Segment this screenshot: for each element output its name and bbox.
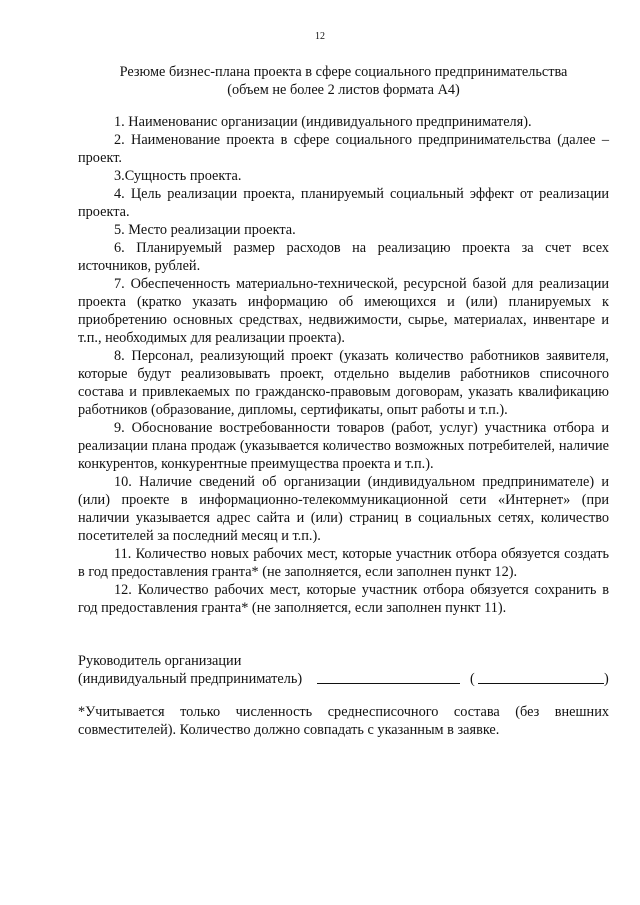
- signature-role-label: Руководитель организации: [78, 653, 242, 669]
- signature-role-sublabel: (индивидуальный предприниматель): [78, 671, 303, 687]
- title-line-1: Резюме бизнес-плана проекта в сфере социального предпринимательства: [119, 64, 568, 80]
- signature-blank: [317, 683, 460, 684]
- name-blank: [478, 683, 604, 684]
- page-number: 12: [315, 31, 325, 42]
- signature-line: [78, 670, 609, 688]
- title-line-2: (объем не более 2 листов формата А4): [227, 82, 460, 98]
- list-item: 6. Планируемый размер расходов на реализацию проекта за счет всех источников, рублей.: [78, 240, 609, 274]
- list-item: 8. Персонал, реализующий проект (указать количество работников заявителя, которые будут реализовывать проект, отдельно выделив работников списочного состава и привлекаемых по гражданско-правовым договорам, указать квалификацию работников (образование, дипломы, сертификаты, опыт работы и т.п.).: [78, 348, 609, 418]
- list-item: 1. Наименованис организации (индивидуального предпринимателя).: [114, 114, 532, 130]
- list-item: 11. Количество новых рабочих мест, которые участник отбора обязуется создать в год предоставления гранта* (не заполняется, если заполнен пункт 12).: [78, 546, 609, 580]
- list-item: 7. Обеспеченность материально-технической, ресурсной базой для реализации проекта (кратко указать информацию об имеющихся и (или) планируемых к приобретению основных средствах, недвижимости, сырье, материалах, инвентаре и т.п., необходимых для реализации проекта).: [78, 276, 609, 346]
- list-item: 12. Количество рабочих мест, которые участник отбора обязуется сохранить в год предоставления гранта* (не заполняется, если заполнен пункт 11).: [78, 582, 609, 616]
- list-item: 4. Цель реализации проекта, планируемый социальный эффект от реализации проекта.: [78, 186, 609, 220]
- signature-block: [78, 652, 609, 688]
- list-item: 9. Обоснование востребованности товаров (работ, услуг) участника отбора и реализации плана продаж (указывается количество возможных потребителей, наличие конкурентов, конкурентные преимущества проекта и т.п.).: [78, 420, 609, 472]
- list-item: 10. Наличие сведений об организации (индивидуальном предпринимателе) и (или) проекте в информационно-телекоммуникационной сети «Интернет» (при наличии указывается адрес сайта и (или) страниц в социальных сетях, количество посетителей за последний месяц и т.п.).: [78, 474, 609, 544]
- footnote: *Учитывается только численность среднесписочного состава (без внешних совместителей). Количество должно совпадать с указанным в заявке.: [78, 704, 609, 738]
- list-item: 2. Наименование проекта в сфере социального предпринимательства (далее – проект.: [78, 132, 609, 166]
- name-close-paren: ): [604, 671, 609, 687]
- name-open-paren: (: [470, 671, 475, 687]
- document-title: [78, 63, 609, 99]
- list-item: 5. Место реализации проекта.: [114, 222, 296, 238]
- summary-items-list: [78, 113, 609, 617]
- list-item: 3.Сущность проекта.: [114, 168, 242, 184]
